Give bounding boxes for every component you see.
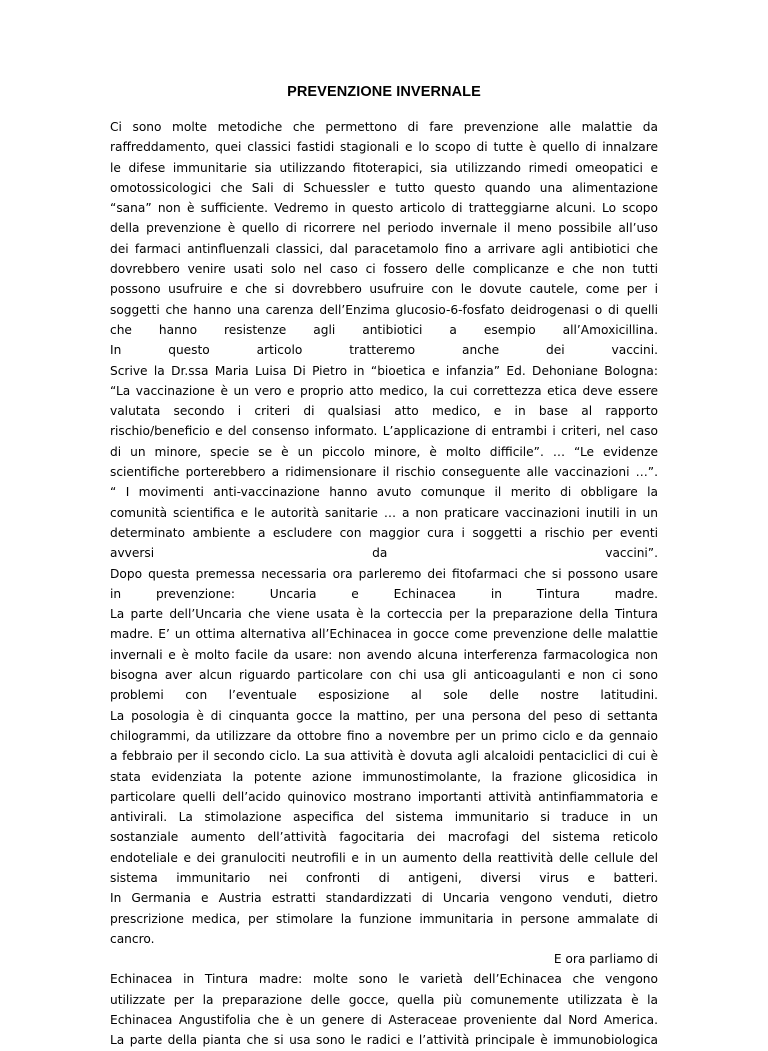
text-line: stata evidenziata la potente azione immunostimolante, la frazione glicosidica in: [110, 769, 658, 784]
text-line: rischio/beneficio e del consenso informato. L’applicazione di entrambi i criteri, nel caso: [110, 424, 658, 439]
text-line: di un minore, specie se è un piccolo minore, è molto difficile”. … “Le evidenze: [110, 444, 658, 459]
text-line: prescrizione medica, per stimolare la funzione immunitaria in persone ammalate di: [110, 911, 658, 926]
text-line: invernali e è molto facile da usare: non avendo alcuna interferenza farmacologica non: [110, 647, 658, 662]
text-line: Dopo questa premessa necessaria ora parleremo dei fitofarmaci che si possono usare: [110, 566, 658, 581]
text-line: comunità scientifica e le autorità sanitarie … a non praticare vaccinazioni inutili in un: [110, 505, 658, 520]
text-line: scientifiche porterebbero a ridimensionare il rischio conseguente alle vaccinazioni …”.: [110, 465, 658, 480]
text-line: “La vaccinazione è un vero e proprio atto medico, la cui correttezza etica deve essere: [110, 383, 658, 398]
text-line: in prevenzione: Uncaria e Echinacea in Tintura madre.: [110, 586, 658, 601]
text-line: le difese immunitarie sia utilizzando fitoterapici, sia utilizzando rimedi omeopatici e: [110, 160, 658, 175]
text-line: chilogrammi, da utilizzare da ottobre fino a novembre per un primo ciclo e da gennaio: [110, 728, 658, 743]
text-line: problemi con l’eventuale esposizione al sole delle nostre latitudini.: [110, 688, 658, 703]
text-line: che hanno resistenze agli antibiotici a esempio all’Amoxicillina.: [110, 322, 658, 337]
text-line: avversi da vaccini”.: [110, 546, 658, 561]
text-line: antivirali. La stimolazione aspecifica del sistema immunitario si traduce in un: [110, 810, 658, 825]
text-line: utilizzate per la preparazione delle gocce, quella più comunemente utilizzata è la: [110, 992, 658, 1007]
text-line: endoteliale e dei granulociti neutrofili e in un aumento della reattività delle cellule del: [110, 850, 658, 865]
text-line: particolare quelli dell’acido quinovico mostrano importanti attività antinfiammatoria e: [110, 789, 658, 804]
text-line: omotossicologici che Sali di Schuessler e tutto questo quando una alimentazione: [110, 180, 658, 195]
text-line: dei farmaci antinfluenzali classici, dal paracetamolo fino a arrivare agli antibiotici che: [110, 241, 658, 256]
text-line: cancro.: [110, 931, 155, 946]
text-line: sostanziale aumento dell’attività fagocitaria dei macrofagi del sistema reticolo: [110, 830, 658, 845]
article-body: [110, 117, 658, 1051]
text-line: della prevenzione è quello di ricorrere nel periodo invernale il meno possibile all’uso: [110, 221, 658, 236]
text-line: madre. E’ un ottima alternativa all’Echinacea in gocce come prevenzione delle malattie: [110, 627, 658, 642]
text-line: La posologia è di cinquanta gocce la mattino, per una persona del peso di settanta: [110, 708, 658, 723]
text-line: raffreddamento, quei classici fastidi stagionali e lo scopo di tutte è quello di innalzare: [110, 140, 658, 155]
text-line: Scrive la Dr.ssa Maria Luisa Di Pietro in “bioetica e infanzia” Ed. Dehoniane Bologna:: [110, 363, 658, 378]
text-line: determinato ambiente a escludere con maggior cura i soggetti a rischio per eventi: [110, 525, 658, 540]
text-line: “ I movimenti anti-vaccinazione hanno avuto comunque il merito di obbligare la: [110, 485, 658, 500]
page-title: PREVENZIONE INVERNALE: [287, 84, 481, 100]
text-line: dovrebbero venire usati solo nel caso ci fossero delle complicanze e che non tutti: [110, 262, 658, 277]
text-line: La parte della pianta che si usa sono le radici e l’attività principale è immunobiologica: [110, 1033, 658, 1048]
text-line: soggetti che hanno una carenza dell’Enzima glucosio-6-fosfato deidrogenasi o di quelli: [110, 302, 658, 317]
text-line: “sana” non è sufficiente. Vedremo in questo articolo di tratteggiarne alcuni. Lo scopo: [110, 201, 658, 216]
text-line: La parte dell’Uncaria che viene usata è la corteccia per la preparazione della Tintura: [110, 607, 658, 622]
text-line: E ora parliamo di: [553, 952, 658, 967]
text-line: a febbraio per il secondo ciclo. La sua attività è dovuta agli alcaloidi pentaciclici di cui è: [110, 749, 658, 764]
text-line: possono usufruire e che si dovrebbero usufruire con le dovute cautele, come per i: [110, 282, 658, 297]
text-line: In Germania e Austria estratti standardizzati di Uncaria vengono venduti, dietro: [110, 891, 658, 906]
text-line: bisogna aver alcun riguardo particolare con chi usa gli anticoagulanti e non ci sono: [110, 668, 658, 683]
text-line: sistema immunitario nei confronti di antigeni, diversi virus e batteri.: [110, 870, 658, 885]
text-line: In questo articolo tratteremo anche dei vaccini.: [110, 343, 658, 358]
text-line: valutata secondo i criteri di qualsiasi atto medico, e in base al rapporto: [110, 404, 658, 419]
text-line: Echinacea in Tintura madre: molte sono le varietà dell’Echinacea che vengono: [110, 972, 658, 987]
text-line: Ci sono molte metodiche che permettono di fare prevenzione alle malattie da: [110, 120, 658, 134]
text-line: Echinacea Angustifolia che è un genere di Asteraceae proveniente dal Nord America.: [110, 1013, 658, 1028]
